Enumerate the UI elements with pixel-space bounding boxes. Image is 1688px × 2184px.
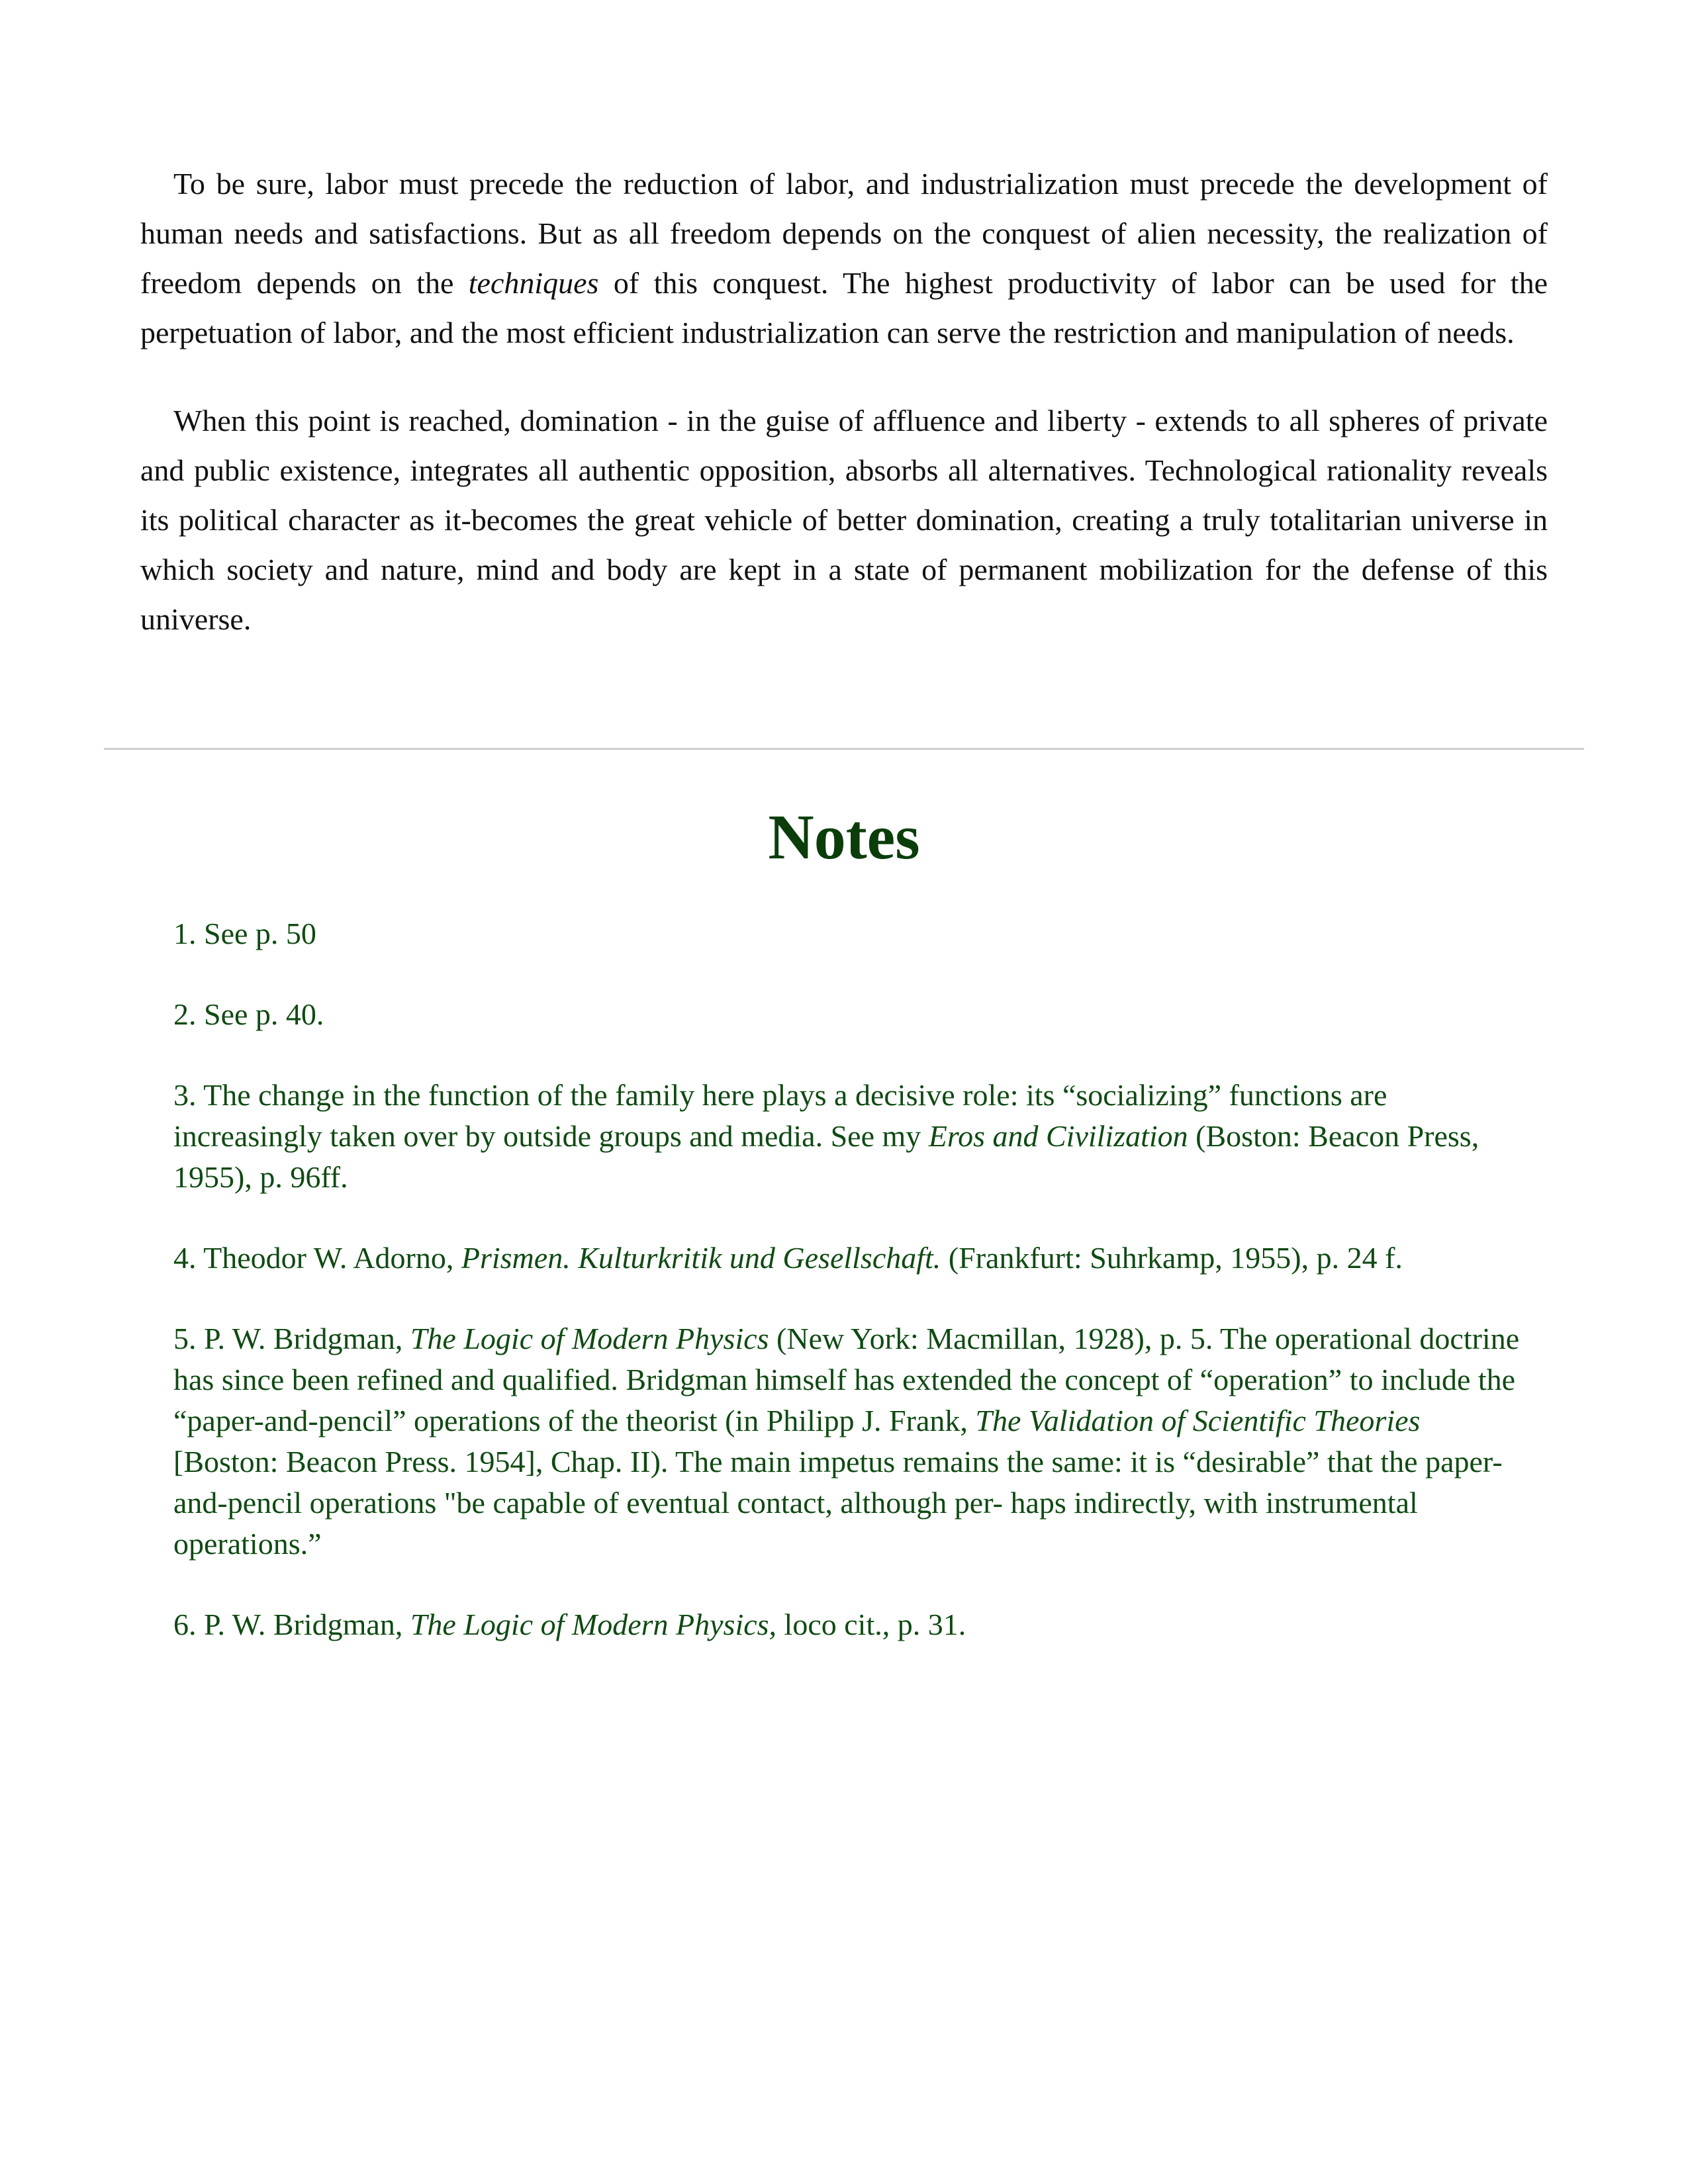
note-item [173, 1238, 1530, 1279]
book-title-link[interactable]: Prismen. Kulturkritik und Gesellschaft. [461, 1241, 941, 1275]
text-segment: To be sure, labor must precede the reduction of labor, and industrialization must precede the development of human needs and satisfactions. But as all freedom depends on the conquest of alien necessity, the realization of freedom depends on the [140, 167, 1548, 300]
text-segment: 4. Theodor W. Adorno, [173, 1241, 461, 1275]
body-paragraph [140, 396, 1548, 644]
text-segment: When this point is reached, domination - in the guise of affluence and liberty - extends to all spheres of private and public existence, integrates all authentic opposition, absorbs all alternatives. Technological rationality reveals its political character as it-becomes the great vehicle of better domination, creating a truly totalitarian universe in which society and nature, mind and body are kept in a state of permanent mobilization for the defense of this universe. [140, 404, 1548, 636]
notes-heading: Notes [768, 801, 920, 872]
note-item [173, 994, 1530, 1035]
note-item [173, 1604, 1530, 1645]
body-text [140, 159, 1548, 682]
book-title-link[interactable]: The Logic of Modern Physics, [410, 1608, 777, 1641]
text-segment: 2. See p. 40. [173, 997, 324, 1031]
text-segment: of this conquest. The highest productivity of labor can be used for the perpetuation of labor, and the most efficient industrialization can serve the restriction and manipulation of needs. [140, 266, 1548, 349]
horizontal-rule [104, 748, 1584, 750]
book-title-link[interactable]: Eros and Civilization [928, 1119, 1188, 1153]
text-segment: 5. P. W. Bridgman, [173, 1322, 410, 1355]
text-segment: 3. The change in the function of the family here plays a decisive role: its “socializing” functions are increasingly taken over by outside groups and media. See my [173, 1078, 1387, 1153]
book-title-link[interactable]: The Validation of Scientific Theories [975, 1404, 1421, 1437]
text-segment: 6. P. W. Bridgman, [173, 1608, 410, 1641]
text-segment: (New York: Macmillan, 1928), p. 5. The operational doctrine has since been refined and qualified. Bridgman himself has extended the concept of “operation” to include the “paper-and-pencil” operations of the theorist (in Philipp J. Frank, [173, 1322, 1520, 1437]
body-paragraph [140, 159, 1548, 357]
text-segment: [Boston: Beacon Press. 1954], Chap. II). The main impetus remains the same: it is “desirable” that the paper-and-pencil operations "be capable of eventual contact, although per- haps indirectly, with instrumental operations.” [173, 1445, 1503, 1561]
text-segment: loco cit., p. 31. [776, 1608, 966, 1641]
note-item [173, 1075, 1530, 1198]
note-item [173, 1318, 1530, 1565]
book-title-link[interactable]: The Logic of Modern Physics [410, 1322, 769, 1355]
text-segment: (Boston: Beacon Press, 1955), p. 96ff. [173, 1119, 1479, 1194]
note-item [173, 913, 1530, 954]
text-segment: (Frankfurt: Suhrkamp, 1955), p. 24 f. [941, 1241, 1403, 1275]
text-segment: 1. See p. 50 [173, 917, 316, 950]
italic-segment: techniques [468, 266, 599, 300]
notes-list [173, 913, 1530, 1685]
